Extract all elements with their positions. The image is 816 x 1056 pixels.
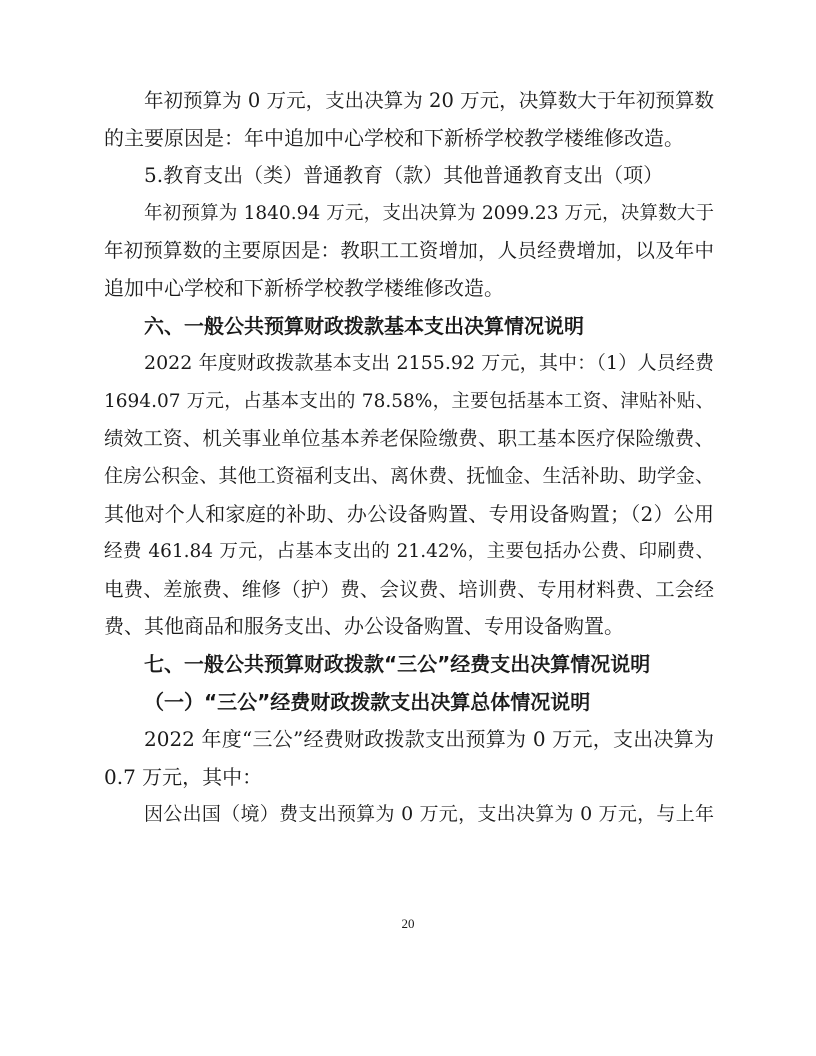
paragraph-line: 电费、差旅费、维修（护）费、会议费、培训费、专用材料费、工会经 [104,577,714,601]
paragraph-line: 因公出国（境）费支出预算为 0 万元，支出决算为 0 万元，与上年 [144,803,714,826]
section-heading-7: 七、一般公共预算财政拨款“三公”经费支出决算情况说明 [144,651,651,676]
paragraph-line: 0.7 万元，其中： [104,764,263,789]
paragraph-line: 年初预算数的主要原因是：教职工工资增加，人员经费增加，以及年中 [104,239,714,263]
subsection-heading-1: （一）“三公”经费财政拨款支出决算总体情况说明 [144,689,591,714]
section-heading-6: 六、一般公共预算财政拨款基本支出决算情况说明 [144,313,584,338]
paragraph-line: 2022 年度“三公”经费财政拨款支出预算为 0 万元，支出决算为 [144,727,714,752]
page-number: 20 [401,916,415,931]
paragraph-line: 追加中心学校和下新桥学校教学楼维修改造。 [104,275,504,300]
paragraph-line: 的主要原因是：年中追加中心学校和下新桥学校教学楼维修改造。 [104,125,684,150]
paragraph-line: 年初预算为 0 万元，支出决算为 20 万元，决算数大于年初预算数 [144,89,714,112]
paragraph-line: 年初预算为 1840.94 万元，支出决算为 2099.23 万元，决算数大于 [144,202,714,224]
paragraph-line: 住房公积金、其他工资福利支出、离休费、抚恤金、生活补助、助学金、 [104,464,714,487]
paragraph-line: 经费 461.84 万元，占基本支出的 21.42%，主要包括办公费、印刷费、 [104,541,714,563]
paragraph-line: 绩效工资、机关事业单位基本养老保险缴费、职工基本医疗保险缴费、 [104,427,714,451]
paragraph-line: 1694.07 万元，占基本支出的 78.58%，主要包括基本工资、津贴补贴、 [104,390,714,412]
paragraph-line: 其他对个人和家庭的补助、办公设备购置、专用设备购置；（2）公用 [104,501,714,526]
paragraph-line: 2022 年度财政拨款基本支出 2155.92 万元，其中：（1）人员经费 [144,352,714,375]
body-text [104,82,714,834]
paragraph-line: 费、其他商品和服务支出、办公设备购置、专用设备购置。 [104,614,624,639]
list-item-heading: 5.教育支出（类）普通教育（款）其他普通教育支出（项） [144,163,664,188]
